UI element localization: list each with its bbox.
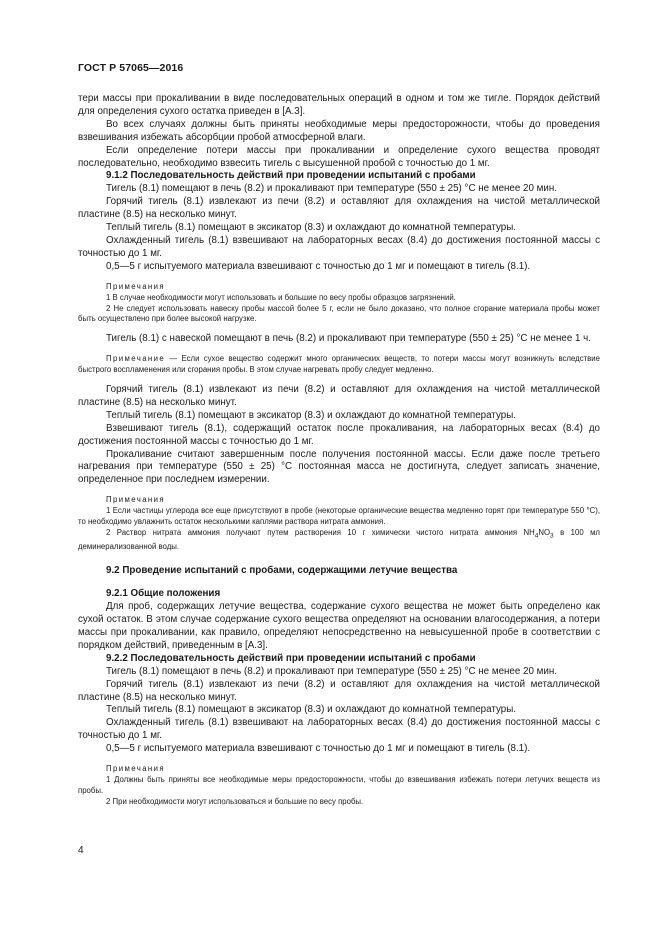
paragraph: Тигель (8.1) помещают в печь (8.2) и прокаливают при температуре (550 ± 25) °С не менее 20 мин. <box>106 665 558 677</box>
notes-title: Примечания <box>106 764 166 774</box>
paragraph: 0,5—5 г испытуемого материала взвешивают с точностью до 1 мг и помещают в тигель (8.1). <box>106 743 531 755</box>
paragraph: Если определение потери массы при прокаливании и определение сухого вещества проводят последовательно, необходимо взвесить тигель с высушенной пробой с точностью до 1 мг. <box>78 144 600 169</box>
paragraph: Горячий тигель (8.1) извлекают из печи (8.2) и оставляют для охлаждения на чистой металлической пластине (8.5) на несколько минут. <box>78 384 600 408</box>
paragraph: Во всех случаях должны быть приняты необходимые меры предосторожности, чтобы до проведения взвешивания избежать абсорбции пробой атмосферной влаги. <box>78 118 600 143</box>
notes-block <box>78 282 600 326</box>
paragraph: Теплый тигель (8.1) помещают в эксикатор (8.3) и охлаждают до комнатной температуры. <box>106 704 516 716</box>
note-inline <box>78 354 600 376</box>
section-heading-9-1-2: 9.1.2 Последовательность действий при проведении испытаний с пробами <box>106 170 476 182</box>
paragraph: тери массы при прокаливании в виде последовательных операций в одном и том же тигле. Порядок действий для определения сухого остатка приведен в [А.3]. <box>78 93 600 117</box>
standard-header: ГОСТ Р 57065—2016 <box>78 62 184 74</box>
note-item: 1 Если частицы углерода все еще присутствуют в пробе (некоторые органические вещества медленно горят при температуре 550 °С), то необходимо увлажнить остаток несколькими каплями раствора нитрата аммония. <box>78 506 600 527</box>
paragraph: Для проб, содержащих летучие вещества, содержание сухого вещества не может быть определено как сухой остаток. В этом случае содержание сухого вещества определяют на основании влагосодержания, а потери массы при прокаливании, как правило, определяют непосредственно на невысушенной пробе в соответствии с порядком действий, приведенным в [А.3]. <box>78 601 600 651</box>
paragraph: Тигель (8.1) с навеской помещают в печь (8.2) и прокаливают при температуре (550 ± 25) °С не менее 1 ч. <box>106 333 591 345</box>
note-text: — Если сухое вещество содержит много органических веществ, то потери массы могут возникнуть вследствие быстрого воспламенения или сгорания пробы. В этом случае нагревать пробу следует медленно. <box>78 354 600 375</box>
section-heading-9-2: 9.2 Проведение испытаний с пробами, содержащими летучие вещества <box>106 565 458 577</box>
paragraph: Горячий тигель (8.1) извлекают из печи (8.2) и оставляют для охлаждения на чистой металлической пластине (8.5) на несколько минут. <box>78 678 600 703</box>
section-heading-9-2-1: 9.2.1 Общие положения <box>106 588 221 600</box>
notes-block <box>78 495 600 553</box>
subscript: 4 <box>534 532 539 540</box>
note-item: 2 При необходимости могут использоваться и большие по весу пробы. <box>106 796 364 806</box>
paragraph: Теплый тигель (8.1) помещают в эксикатор (8.3) и охлаждают до комнатной температуры. <box>106 409 516 421</box>
notes-title: Примечания <box>106 495 166 505</box>
paragraph: Прокаливание считают завершенным после получения постоянной массы. Если даже после третьего нагревания при температуре (550 ± 25) °С постоянная масса не достигнута, следует записать значение, определенное при последнем измерении. <box>78 448 600 486</box>
paragraph: Теплый тигель (8.1) помещают в эксикатор (8.3) и охлаждают до комнатной температуры. <box>106 222 516 234</box>
note-text: NO <box>538 528 551 537</box>
paragraph: Охлажденный тигель (8.1) взвешивают на лабораторных весах (8.4) до достижения постоянной массы с точностью до 1 мг. <box>78 717 600 742</box>
notes-title: Примечания <box>106 281 166 291</box>
note-item: 1 Должны быть приняты все необходимые меры предосторожности, чтобы до взвешивания избежать потери летучих веществ из пробы. <box>78 774 600 795</box>
subscript: 3 <box>550 532 554 540</box>
note-item <box>78 528 600 553</box>
paragraph: Охлажденный тигель (8.1) взвешивают на лабораторных весах (8.4) до достижения постоянной массы с точностью до 1 мг. <box>78 234 600 259</box>
section-heading-9-2-2: 9.2.2 Последовательность действий при проведении испытаний с пробами <box>106 652 476 664</box>
note-text: в 100 мл деминерализованной воды. <box>78 528 600 552</box>
notes-block <box>78 764 600 808</box>
page-number: 4 <box>78 845 84 856</box>
page-content <box>78 93 600 808</box>
note-item: 2 Не следует использовать навеску пробы массой более 5 г, если не было доказано, что полное сгорание материала пробы может быть осуществлено при более высокой нагрузке. <box>78 303 600 324</box>
note-text: 2 Раствор нитрата аммония получают путем растворения 10 г химически чистого нитрата аммония NH <box>106 528 535 537</box>
paragraph: Горячий тигель (8.1) извлекают из печи (8.2) и оставляют для охлаждения на чистой металлической пластине (8.5) на несколько минут. <box>78 196 600 221</box>
paragraph: 0,5—5 г испытуемого материала взвешивают с точностью до 1 мг и помещают в тигель (8.1). <box>106 260 531 272</box>
paragraph: Взвешивают тигель (8.1), содержащий остаток после прокаливания, на лабораторных весах (8.4) до достижения постоянной массы с точностью до 1 мг. <box>78 422 600 447</box>
note-label: Примечание <box>106 354 166 364</box>
paragraph: Тигель (8.1) помещают в печь (8.2) и прокаливают при температуре (550 ± 25) °С не менее 20 мин. <box>106 183 558 195</box>
note-item: 1 В случае необходимости могут использовать и большие по весу пробы образцов загрязнений. <box>106 292 456 302</box>
